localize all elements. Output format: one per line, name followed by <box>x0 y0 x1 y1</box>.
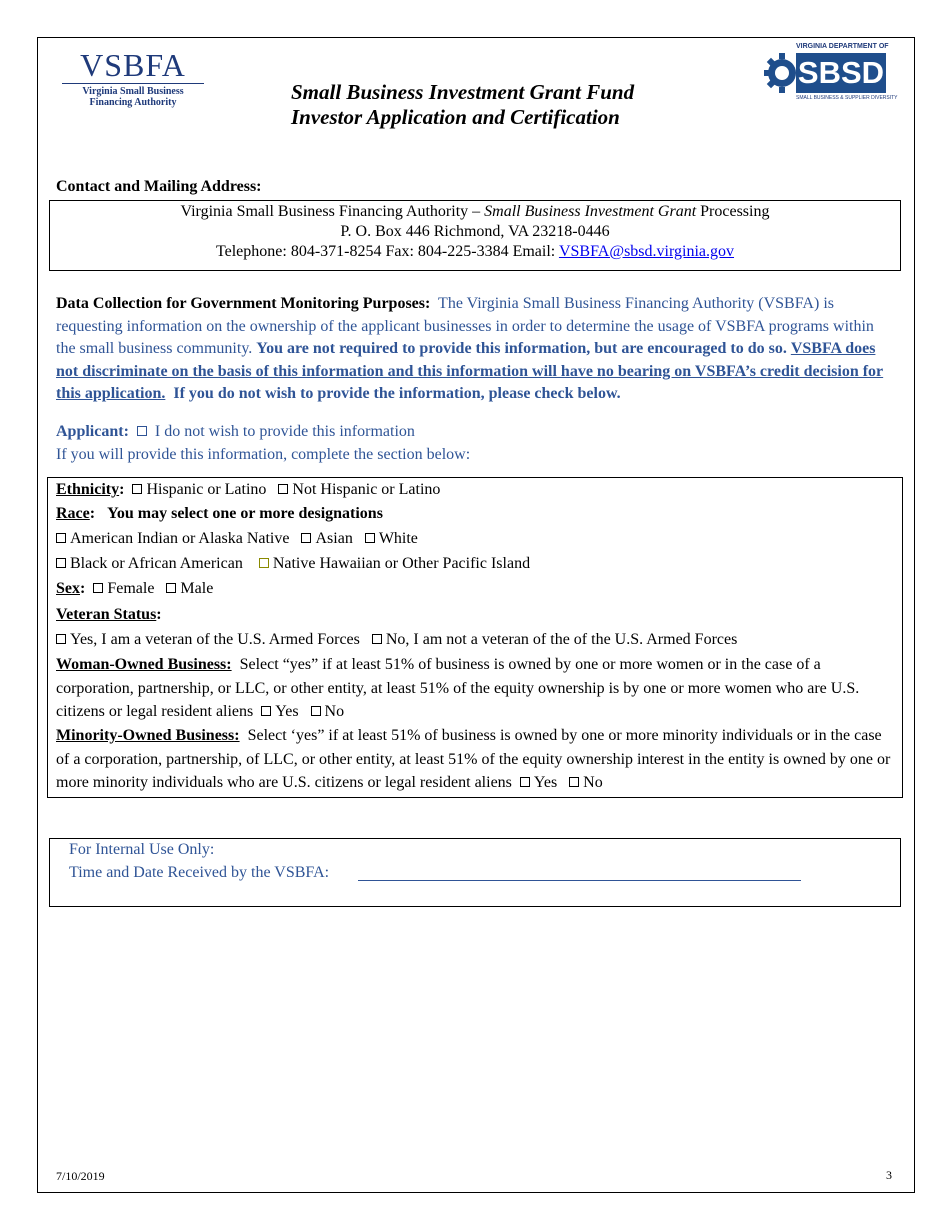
veteran-no-checkbox[interactable] <box>372 634 382 644</box>
race-option: American Indian or Alaska Native <box>70 530 290 547</box>
minority-owned-yes-checkbox[interactable] <box>520 777 530 787</box>
sbsd-logo <box>760 43 898 103</box>
document-title <box>291 80 634 130</box>
applicant-instruction: If you will provide this information, complete the section below: <box>56 446 471 463</box>
race-options-row-1 <box>56 530 418 548</box>
race-option: Asian <box>315 530 353 547</box>
minority-owned-label: Minority-Owned Business: <box>56 727 240 744</box>
data-collection-intro: The Virginia Small Business Financing Authority (VSBFA) is requesting information on the ownership of the applicant businesses in order to determine the usage of VSBFA programs within the small business community. <box>56 295 874 357</box>
ethnicity-hispanic-checkbox[interactable] <box>132 484 142 494</box>
data-collection-paragraph <box>56 293 896 406</box>
no-label: No <box>324 703 345 720</box>
demographics-box <box>47 477 903 798</box>
ethnicity-label: Ethnicity <box>56 481 120 498</box>
race-row: Race: You may select one or more designations <box>56 505 383 522</box>
contact-line-2: P. O. Box 446 Richmond, VA 23218-0446 <box>340 223 610 240</box>
woman-owned-no-checkbox[interactable] <box>311 706 321 716</box>
race-label: Race <box>56 505 90 522</box>
not-required-note: You are not required to provide this information, but are encouraged to do so. <box>256 340 787 357</box>
minority-owned-text: Select ‘yes” if at least 51% of business is owned by one or more minority individuals or in the case of a corporation, partnership, of LLC, or other entity, at least 51% of the equity ownership interest in the entity is owned by one or more minority individuals who are U.S. citizens or legal resident aliens <box>56 727 891 791</box>
race-option: Black or African American <box>70 555 243 572</box>
ethnicity-not-hispanic-checkbox[interactable] <box>278 484 288 494</box>
ethnicity-option: Not Hispanic or Latino <box>292 481 441 498</box>
internal-use-box <box>49 838 901 907</box>
race-asian-checkbox[interactable] <box>301 533 311 543</box>
veteran-heading-row: Veteran Status: <box>56 606 162 623</box>
race-options-row-2 <box>56 555 530 573</box>
veteran-label: Veteran Status <box>56 606 157 623</box>
email-link[interactable]: VSBFA@sbsd.virginia.gov <box>558 243 735 260</box>
applicant-section <box>56 420 470 466</box>
contact-box <box>49 200 901 271</box>
sbsd-logo-top-text: VIRGINIA DEPARTMENT OF <box>796 43 889 50</box>
sex-label: Sex <box>56 580 80 597</box>
gear-icon <box>760 47 798 99</box>
page-number: 3 <box>886 1168 892 1182</box>
no-discrimination-note: VSBFA does not discriminate on the basis of this information and this information will have no bearing on VSBFA’s credit decision for this application. <box>56 340 884 402</box>
veteran-options-row <box>56 631 737 649</box>
ethnicity-row: Ethnicity: Hispanic or Latino Not Hispanic or Latino <box>56 481 441 498</box>
yes-label: Yes <box>533 774 558 791</box>
woman-owned-section <box>56 653 894 724</box>
woman-owned-text: Select “yes” if at least 51% of business is owned by one or more women or in the case of a corporation, partnership, or LLC, or other entity, at least 51% of the equity ownership is by one or more women who are U.S. citizens or legal resident aliens <box>56 656 860 720</box>
veteran-option: Yes, I am a veteran of the U.S. Armed Forces <box>70 631 360 648</box>
contact-line-1: Virginia Small Business Financing Authority – Small Business Investment Grant Processing <box>180 203 770 220</box>
title-line-2: Investor Application and Certification <box>291 105 620 129</box>
vsbfa-logo <box>58 48 208 108</box>
sex-row: Sex: Female Male <box>56 580 214 597</box>
check-below-note: If you do not wish to provide the information, please check below. <box>173 385 621 402</box>
sex-female-checkbox[interactable] <box>93 583 103 593</box>
minority-owned-no-checkbox[interactable] <box>569 777 579 787</box>
vsbfa-logo-name-line2: Financing Authority <box>89 97 177 108</box>
footer-date: 7/10/2019 <box>56 1169 105 1183</box>
woman-owned-label: Woman-Owned Business: <box>56 656 232 673</box>
contact-heading: Contact and Mailing Address: <box>56 178 262 195</box>
race-american-indian-checkbox[interactable] <box>56 533 66 543</box>
veteran-yes-checkbox[interactable] <box>56 634 66 644</box>
race-black-checkbox[interactable] <box>56 558 66 568</box>
ethnicity-option: Hispanic or Latino <box>146 481 267 498</box>
race-native-hawaiian-checkbox[interactable] <box>259 558 269 568</box>
opt-out-checkbox[interactable] <box>137 426 147 436</box>
received-label: Time and Date Received by the VSBFA: <box>69 864 330 881</box>
minority-owned-section <box>56 724 894 795</box>
sbsd-logo-bottom-text: SMALL BUSINESS & SUPPLIER DIVERSITY <box>796 95 898 101</box>
race-option: White <box>378 530 418 547</box>
vsbfa-logo-acronym: VSBFA <box>80 47 186 83</box>
data-collection-heading: Data Collection for Government Monitoring Purposes: <box>56 295 431 312</box>
race-note: You may select one or more designations <box>107 505 383 522</box>
contact-line-3: Telephone: 804-371-8254 Fax: 804-225-3384 Email: VSBFA@sbsd.virginia.gov <box>215 243 735 260</box>
opt-out-label: I do not wish to provide this information <box>154 423 415 440</box>
sex-option: Male <box>180 580 214 597</box>
yes-label: Yes <box>275 703 299 720</box>
title-line-1: Small Business Investment Grant Fund <box>291 80 635 104</box>
woman-owned-yes-checkbox[interactable] <box>261 706 271 716</box>
applicant-label: Applicant: <box>56 423 129 440</box>
received-date-field[interactable] <box>358 880 801 881</box>
race-option: Native Hawaiian or Other Pacific Island <box>272 555 531 572</box>
sex-male-checkbox[interactable] <box>166 583 176 593</box>
veteran-option: No, I am not a veteran of the of the U.S. Armed Forces <box>385 631 738 648</box>
vsbfa-logo-name-line1: Virginia Small Business <box>82 86 184 97</box>
sex-option: Female <box>107 580 155 597</box>
no-label: No <box>583 774 603 791</box>
internal-use-heading: For Internal Use Only: <box>69 841 215 858</box>
sbsd-logo-acronym: SBSD <box>796 53 886 93</box>
race-white-checkbox[interactable] <box>365 533 375 543</box>
